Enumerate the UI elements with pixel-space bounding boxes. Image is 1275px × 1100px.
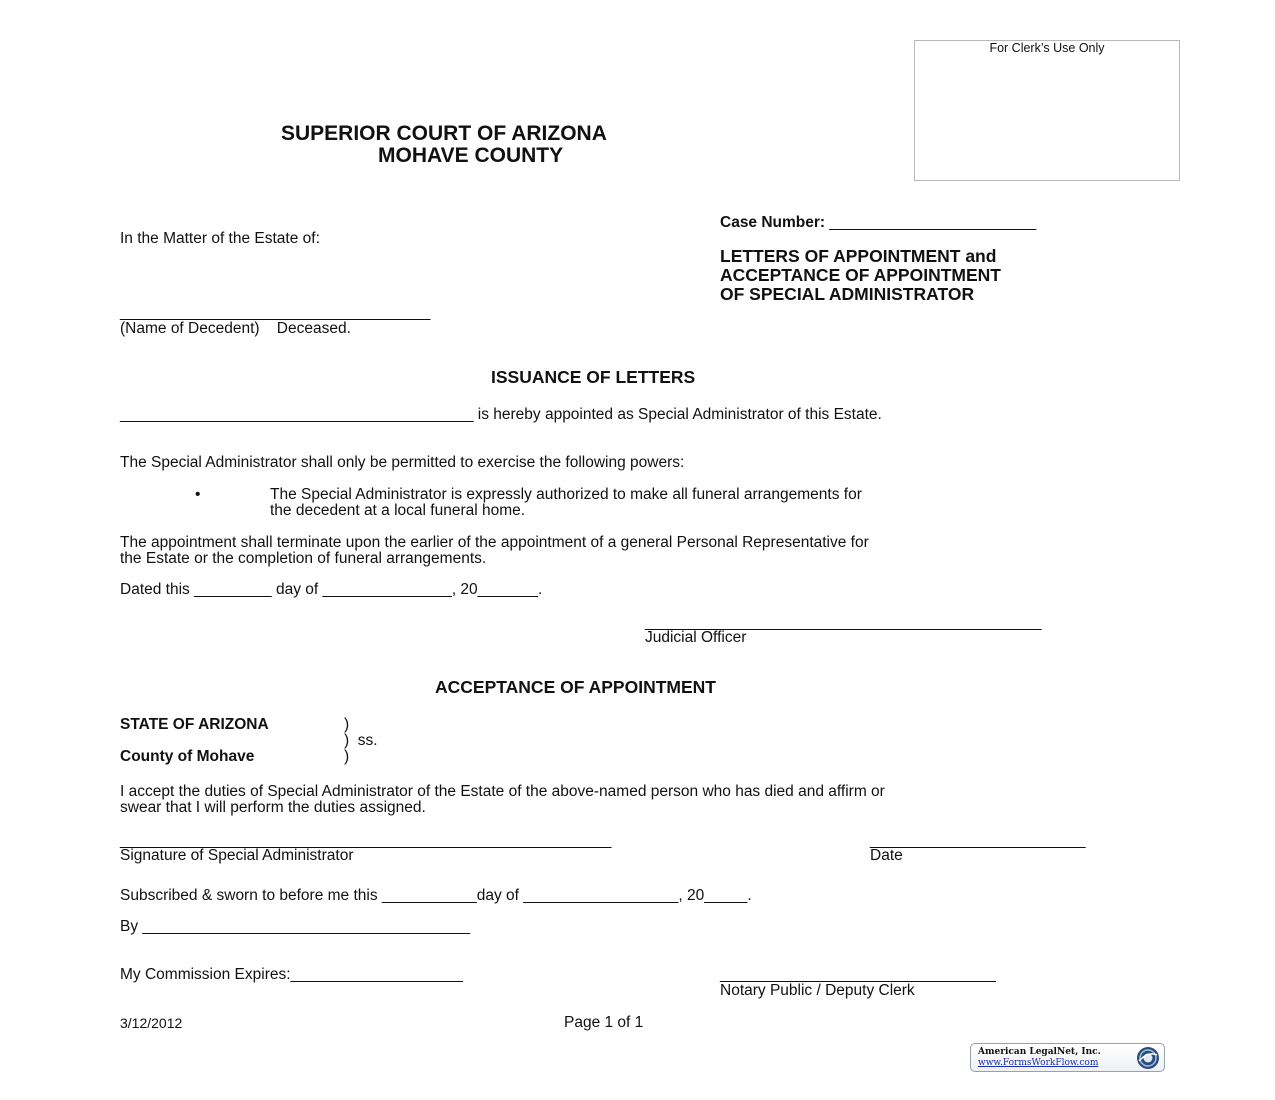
doc-title-line3: OF SPECIAL ADMINISTRATOR bbox=[720, 284, 975, 304]
notary-label: Notary Public / Deputy Clerk bbox=[720, 982, 915, 999]
appointee-blank[interactable]: _________________________________________ bbox=[120, 406, 474, 423]
powers-intro: The Special Administrator shall only be permitted to exercise the following powers: bbox=[120, 454, 685, 471]
page-number: Page 1 of 1 bbox=[564, 1014, 644, 1031]
commission-expires-line[interactable]: My Commission Expires:____________________ bbox=[120, 966, 463, 983]
state-label: STATE OF ARIZONA bbox=[120, 716, 269, 733]
logo-url-link[interactable]: www.FormsWorkFlow.com bbox=[978, 1058, 1099, 1068]
acceptance-heading: ACCEPTANCE OF APPOINTMENT bbox=[435, 677, 716, 697]
case-number-label: Case Number: bbox=[720, 214, 826, 231]
clerk-use-box bbox=[914, 40, 1180, 181]
dated-line[interactable]: Dated this _________ day of _______________, 20_______. bbox=[120, 581, 543, 598]
county-label: County of Mohave bbox=[120, 748, 255, 765]
bullet-point: • bbox=[195, 486, 201, 503]
date-signature-line[interactable]: _________________________ bbox=[870, 832, 1086, 849]
termination-line2: the Estate or the completion of funeral arrangements. bbox=[120, 550, 487, 567]
venue-paren1: ) bbox=[344, 716, 350, 733]
power-line1: The Special Administrator is expressly authorized to make all funeral arrangements for bbox=[270, 486, 862, 503]
judicial-officer-label: Judicial Officer bbox=[645, 629, 747, 646]
form-date: 3/12/2012 bbox=[120, 1015, 183, 1031]
termination-line1: The appointment shall terminate upon the earlier of the appointment of a general Personal Representative for bbox=[120, 534, 869, 551]
case-number-field[interactable] bbox=[720, 214, 1036, 232]
appointment-text: is hereby appointed as Special Administrator of this Estate. bbox=[477, 406, 882, 423]
matter-intro: In the Matter of the Estate of: bbox=[120, 230, 320, 247]
globe-icon bbox=[1135, 1045, 1161, 1071]
logo-company-name: American LegalNet, Inc. bbox=[978, 1047, 1101, 1057]
american-legalnet-logo[interactable] bbox=[970, 1043, 1165, 1072]
date-label: Date bbox=[870, 847, 903, 864]
clerk-use-label: For Clerk’s Use Only bbox=[989, 41, 1105, 55]
administrator-signature-line[interactable]: _________________________________________________________ bbox=[120, 832, 612, 849]
power-line2: the decedent at a local funeral home. bbox=[270, 502, 526, 519]
venue-paren3: ) bbox=[344, 748, 350, 765]
acceptance-statement-line2: swear that I will perform the duties assigned. bbox=[120, 799, 426, 816]
doc-title-line2: ACCEPTANCE OF APPOINTMENT bbox=[720, 265, 1001, 285]
appointment-line bbox=[120, 406, 882, 424]
doc-title-line1: LETTERS OF APPOINTMENT and bbox=[720, 246, 997, 266]
notary-signature-line[interactable]: ________________________________ bbox=[720, 966, 996, 983]
case-number-blank[interactable]: ________________________ bbox=[829, 214, 1037, 231]
decedent-caption: (Name of Decedent) Deceased. bbox=[120, 320, 351, 337]
by-line[interactable]: By ______________________________________ bbox=[120, 918, 470, 935]
acceptance-statement-line1: I accept the duties of Special Administrator of the Estate of the above-named person who has died and affirm or bbox=[120, 783, 885, 800]
decedent-name-line[interactable]: ____________________________________ bbox=[120, 304, 431, 321]
subscribed-line[interactable]: Subscribed & sworn to before me this ___________day of __________________, 20_____. bbox=[120, 887, 752, 904]
court-name: SUPERIOR COURT OF ARIZONA bbox=[281, 122, 607, 145]
issuance-heading: ISSUANCE OF LETTERS bbox=[491, 367, 696, 387]
county-name: MOHAVE COUNTY bbox=[378, 144, 564, 167]
venue-ss: ) ss. bbox=[344, 732, 378, 749]
administrator-signature-label: Signature of Special Administrator bbox=[120, 847, 354, 864]
judicial-officer-signature-line[interactable]: ______________________________________________ bbox=[645, 614, 1042, 631]
